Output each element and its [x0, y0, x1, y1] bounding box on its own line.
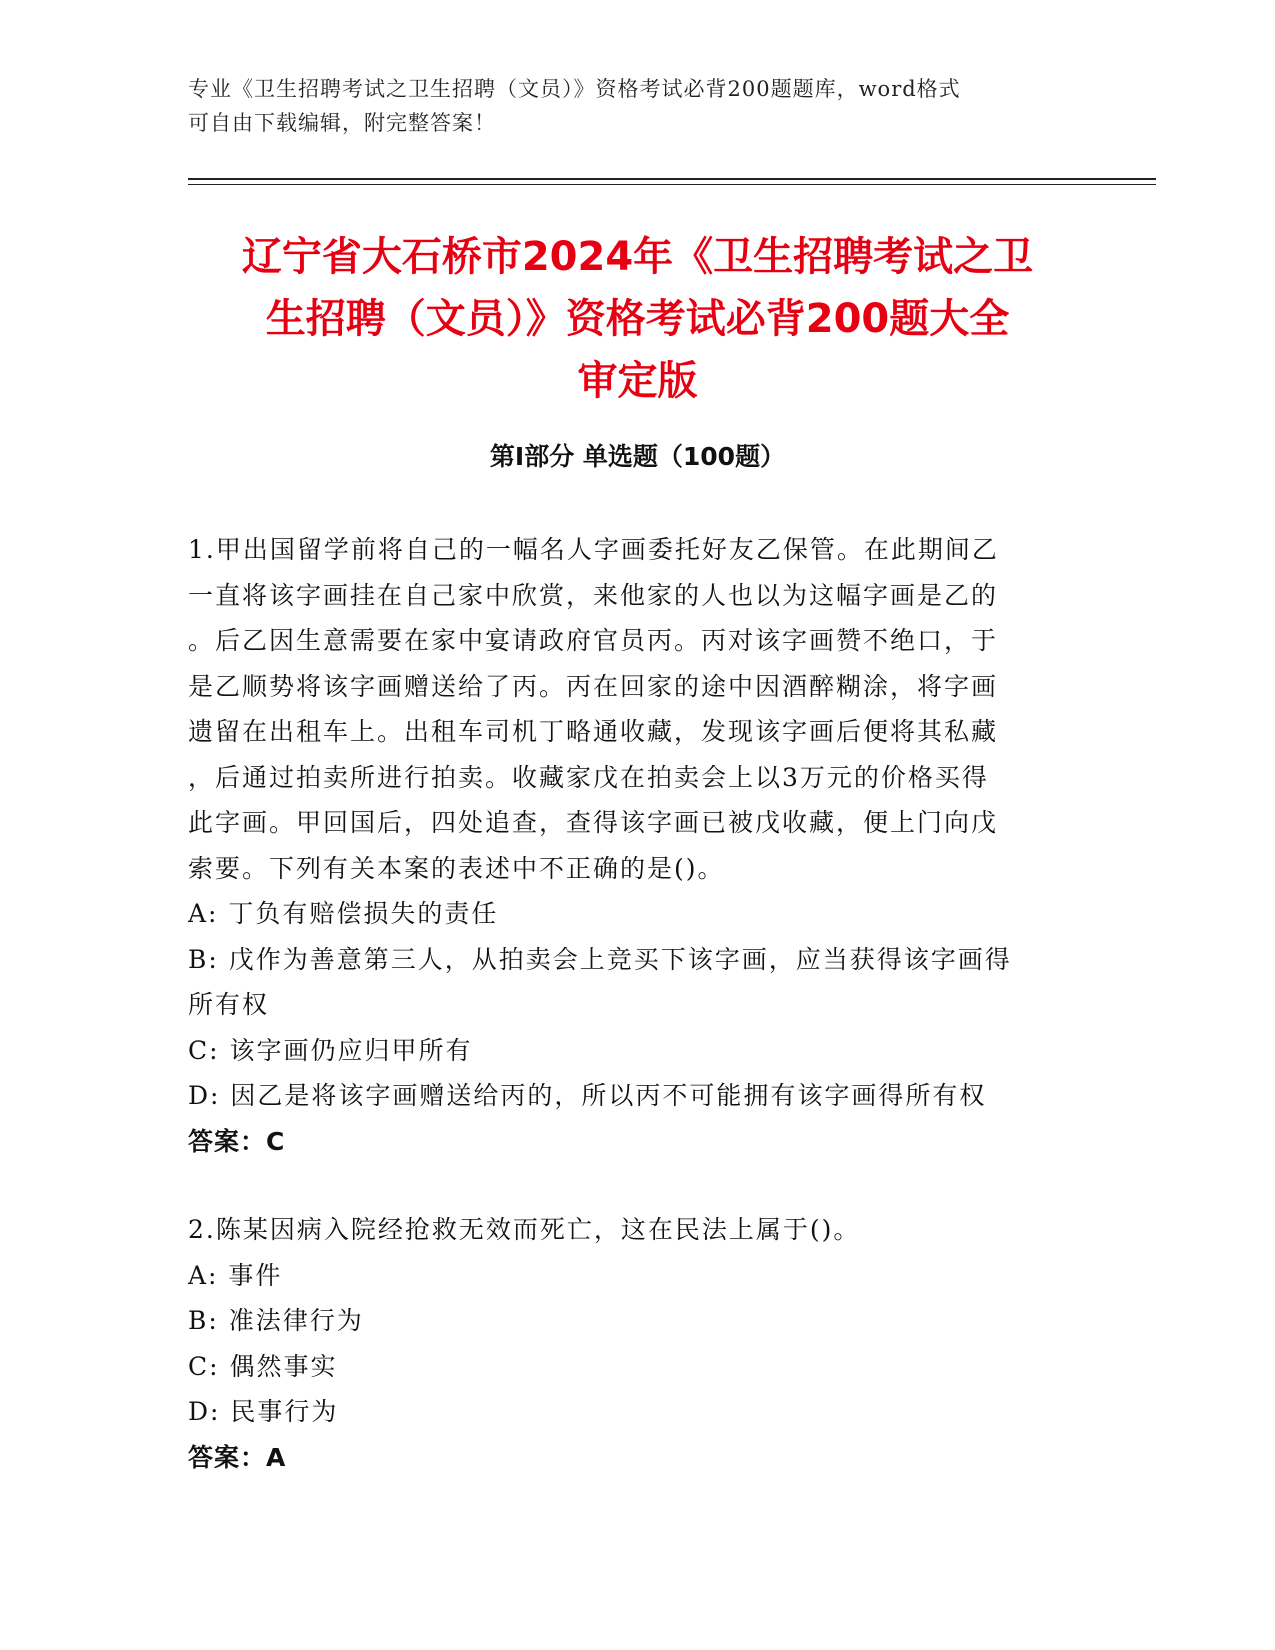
answer-label: 答案：C [188, 1126, 286, 1156]
question-stem-line: 一直将该字画挂在自己家中欣赏，来他家的人也以为这幅字画是乙的 [188, 580, 999, 610]
section-heading: 第Ⅰ部分 单选题（100题） [489, 442, 786, 471]
question-stem-line: 此字画。甲回国后，四处追查，查得该字画已被戊收藏，便上门向戊 [188, 808, 999, 837]
title-line: 审定版 [577, 358, 698, 404]
question-stem-line: 遗留在出租车上。出租车司机丁略通收藏，发现该字画后便将其私藏 [188, 717, 999, 746]
title-line: 生招聘（文员）》资格考试必背200题大全 [265, 296, 1010, 342]
option-b: B: 准法律行为 [188, 1306, 364, 1335]
option-a: A: 丁负有赔偿损失的责任 [188, 899, 499, 928]
title-line: 辽宁省大石桥市2024年《卫生招聘考试之卫 [241, 234, 1034, 280]
document-title [160, 226, 1115, 412]
header-note [188, 72, 1068, 140]
option-b-continued: 所有权 [188, 990, 270, 1019]
option-d: D: 民事行为 [188, 1397, 339, 1426]
option-a: A: 事件 [188, 1260, 283, 1290]
option-b: B: 戊作为善意第三人，从拍卖会上竞买下该字画，应当获得该字画得 [188, 944, 1012, 974]
question-2 [188, 1207, 1068, 1480]
header-divider [188, 178, 1156, 180]
question-1 [188, 527, 1068, 1164]
option-c: C: 该字画仍应归甲所有 [188, 1035, 473, 1065]
option-c: C: 偶然事实 [188, 1351, 338, 1381]
question-stem-line: 索要。下列有关本案的表述中不正确的是()。 [188, 853, 725, 883]
header-note-line: 专业《卫生招聘考试之卫生招聘（文员）》资格考试必背200题题库，word格式 [188, 77, 961, 101]
question-stem-line: 是乙顺势将该字画赠送给了丙。丙在回家的途中因酒醉糊涂，将字画 [188, 671, 999, 701]
question-stem-line: 。后乙因生意需要在家中宴请政府官员丙。丙对该字画赞不绝口，于 [188, 626, 999, 655]
option-d: D: 因乙是将该字画赠送给丙的，所以丙不可能拥有该字画得所有权 [188, 1081, 987, 1110]
question-stem-line: 1.甲出国留学前将自己的一幅名人字画委托好友乙保管。在此期间乙 [188, 535, 999, 564]
question-stem-line: 2.陈某因病入院经抢救无效而死亡，这在民法上属于()。 [188, 1215, 861, 1244]
question-stem-line: ，后通过拍卖所进行拍卖。收藏家戊在拍卖会上以3万元的价格买得 [188, 762, 989, 792]
header-divider-thin [188, 184, 1156, 185]
header-note-line: 可自由下载编辑，附完整答案！ [188, 111, 496, 135]
answer-label: 答案：A [188, 1442, 287, 1472]
